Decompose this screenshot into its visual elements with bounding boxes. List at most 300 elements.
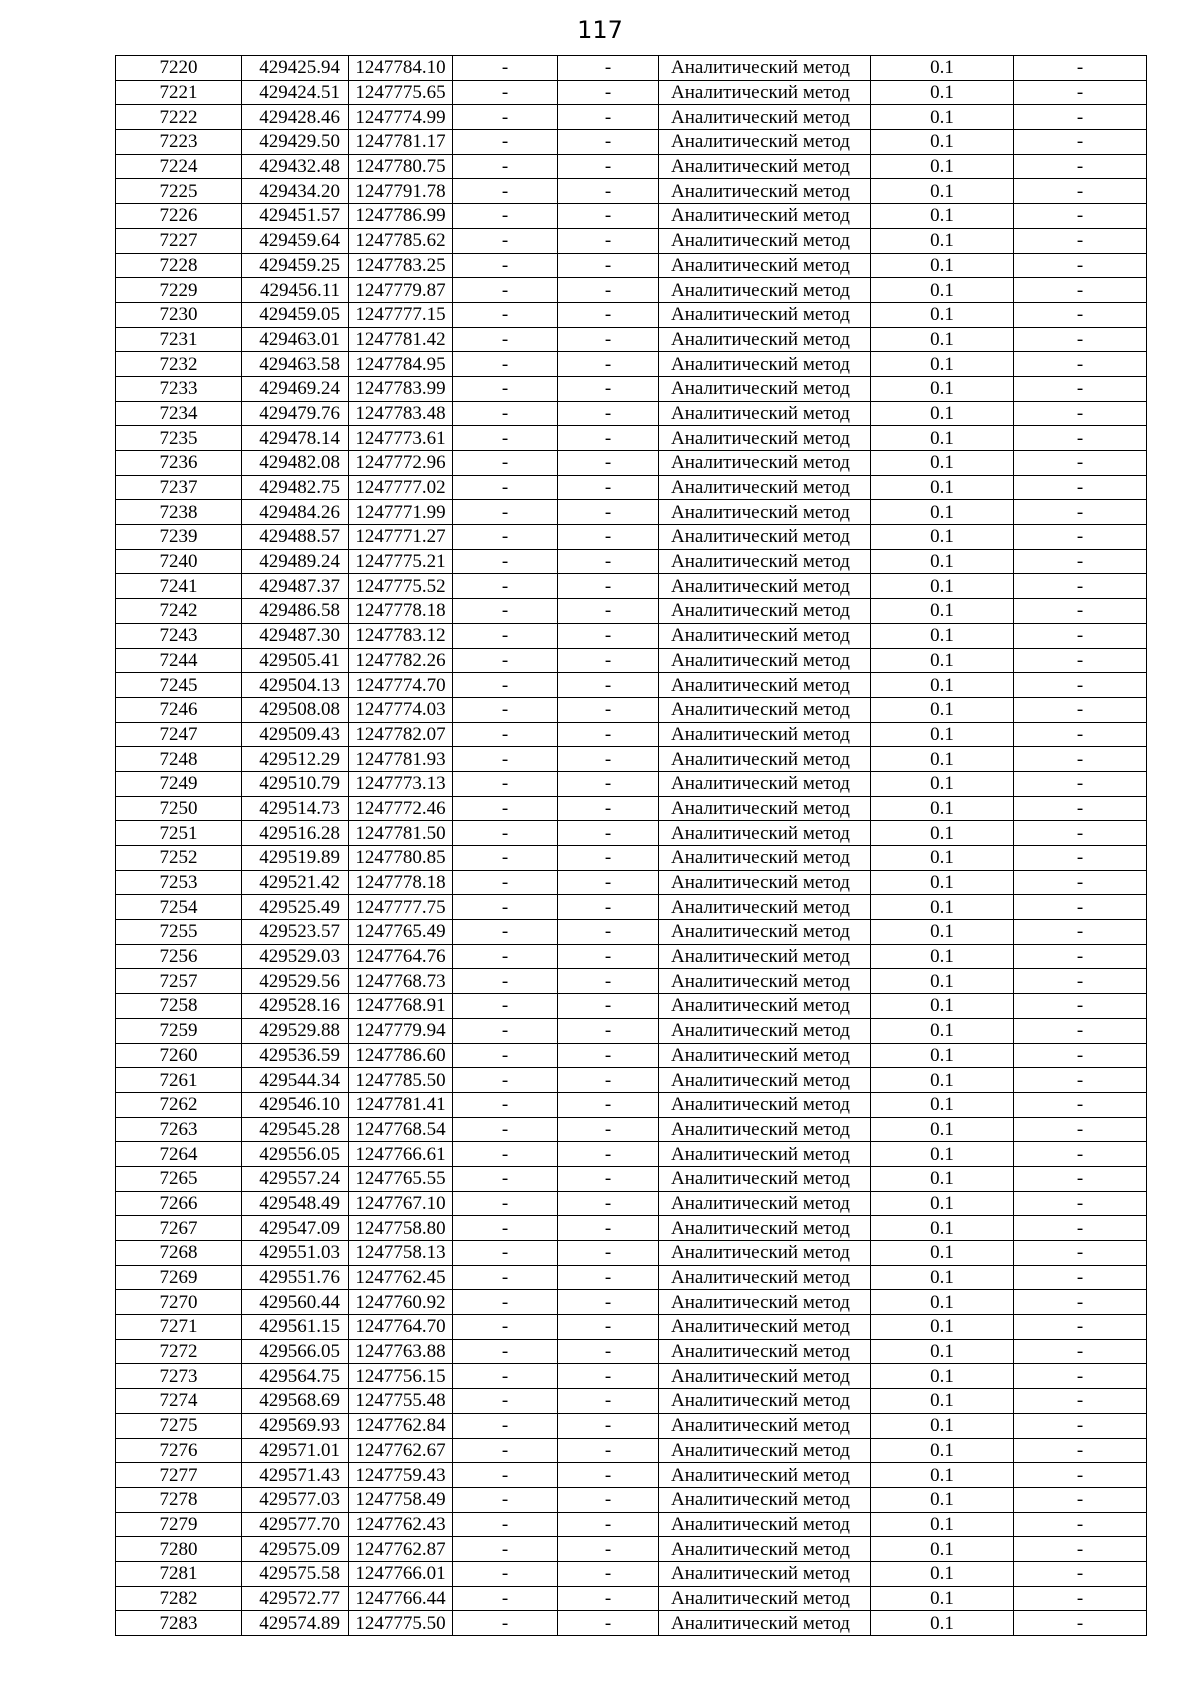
- dash-cell-cell: -: [1014, 944, 1147, 969]
- y-coordinate-cell: 1247764.76: [349, 944, 453, 969]
- dash-cell-cell: -: [453, 1364, 558, 1389]
- table-row: [116, 475, 1147, 500]
- y-coordinate-cell: 1247777.02: [349, 475, 453, 500]
- dash-cell-cell: -: [1014, 1117, 1147, 1142]
- dash-cell-cell: -: [1014, 1463, 1147, 1488]
- dash-cell-cell: -: [558, 500, 659, 525]
- y-coordinate-cell: 1247768.73: [349, 969, 453, 994]
- dash-cell-cell: -: [558, 1364, 659, 1389]
- table-row: [116, 549, 1147, 574]
- dash-cell-cell: -: [453, 451, 558, 476]
- dash-cell-cell: -: [558, 278, 659, 303]
- y-coordinate-cell: 1247765.55: [349, 1166, 453, 1191]
- point-number-cell: 7235: [116, 426, 242, 451]
- point-number-cell: 7277: [116, 1463, 242, 1488]
- method-cell: Аналитический метод: [659, 846, 871, 871]
- dash-cell-cell: -: [558, 179, 659, 204]
- y-coordinate-cell: 1247780.75: [349, 154, 453, 179]
- method-cell: Аналитический метод: [659, 475, 871, 500]
- point-number-cell: 7274: [116, 1389, 242, 1414]
- table-row: [116, 1339, 1147, 1364]
- dash-cell-cell: -: [558, 426, 659, 451]
- dash-cell-cell: -: [453, 599, 558, 624]
- dash-cell-cell: -: [453, 1315, 558, 1340]
- dash-cell-cell: -: [1014, 994, 1147, 1019]
- dash-cell-cell: -: [1014, 56, 1147, 81]
- dash-cell-cell: -: [558, 623, 659, 648]
- y-coordinate-cell: 1247786.99: [349, 204, 453, 229]
- dash-cell-cell: -: [453, 426, 558, 451]
- method-cell: Аналитический метод: [659, 228, 871, 253]
- dash-cell-cell: -: [453, 1018, 558, 1043]
- y-coordinate-cell: 1247784.95: [349, 352, 453, 377]
- coordinates-table: [115, 55, 1147, 1636]
- method-cell: Аналитический метод: [659, 154, 871, 179]
- accuracy-cell: 0.1: [871, 80, 1014, 105]
- accuracy-cell: 0.1: [871, 1561, 1014, 1586]
- point-number-cell: 7257: [116, 969, 242, 994]
- dash-cell-cell: -: [1014, 1586, 1147, 1611]
- accuracy-cell: 0.1: [871, 401, 1014, 426]
- x-coordinate-cell: 429428.46: [242, 105, 349, 130]
- x-coordinate-cell: 429505.41: [242, 648, 349, 673]
- dash-cell-cell: -: [558, 1413, 659, 1438]
- dash-cell-cell: -: [453, 1117, 558, 1142]
- dash-cell-cell: -: [453, 1487, 558, 1512]
- dash-cell-cell: -: [453, 1166, 558, 1191]
- accuracy-cell: 0.1: [871, 278, 1014, 303]
- dash-cell-cell: -: [453, 1413, 558, 1438]
- method-cell: Аналитический метод: [659, 451, 871, 476]
- dash-cell-cell: -: [558, 1142, 659, 1167]
- x-coordinate-cell: 429434.20: [242, 179, 349, 204]
- table-row: [116, 352, 1147, 377]
- dash-cell-cell: -: [453, 1142, 558, 1167]
- dash-cell-cell: -: [558, 1117, 659, 1142]
- dash-cell-cell: -: [1014, 500, 1147, 525]
- y-coordinate-cell: 1247779.87: [349, 278, 453, 303]
- accuracy-cell: 0.1: [871, 1611, 1014, 1636]
- table-row: [116, 253, 1147, 278]
- dash-cell-cell: -: [453, 1438, 558, 1463]
- table-row: [116, 1487, 1147, 1512]
- x-coordinate-cell: 429425.94: [242, 56, 349, 81]
- y-coordinate-cell: 1247766.44: [349, 1586, 453, 1611]
- table-row: [116, 1117, 1147, 1142]
- accuracy-cell: 0.1: [871, 1265, 1014, 1290]
- accuracy-cell: 0.1: [871, 352, 1014, 377]
- method-cell: Аналитический метод: [659, 1537, 871, 1562]
- table-row: [116, 1216, 1147, 1241]
- accuracy-cell: 0.1: [871, 994, 1014, 1019]
- dash-cell-cell: -: [453, 1092, 558, 1117]
- method-cell: Аналитический метод: [659, 1389, 871, 1414]
- accuracy-cell: 0.1: [871, 1364, 1014, 1389]
- dash-cell-cell: -: [558, 1512, 659, 1537]
- dash-cell-cell: -: [1014, 525, 1147, 550]
- dash-cell-cell: -: [453, 475, 558, 500]
- method-cell: Аналитический метод: [659, 1487, 871, 1512]
- x-coordinate-cell: 429521.42: [242, 870, 349, 895]
- table-row: [116, 451, 1147, 476]
- dash-cell-cell: -: [558, 1068, 659, 1093]
- y-coordinate-cell: 1247762.87: [349, 1537, 453, 1562]
- accuracy-cell: 0.1: [871, 1512, 1014, 1537]
- point-number-cell: 7265: [116, 1166, 242, 1191]
- y-coordinate-cell: 1247778.18: [349, 870, 453, 895]
- point-number-cell: 7224: [116, 154, 242, 179]
- dash-cell-cell: -: [1014, 722, 1147, 747]
- method-cell: Аналитический метод: [659, 278, 871, 303]
- point-number-cell: 7267: [116, 1216, 242, 1241]
- table-row: [116, 1389, 1147, 1414]
- dash-cell-cell: -: [453, 179, 558, 204]
- dash-cell-cell: -: [453, 401, 558, 426]
- dash-cell-cell: -: [558, 920, 659, 945]
- x-coordinate-cell: 429577.70: [242, 1512, 349, 1537]
- x-coordinate-cell: 429482.08: [242, 451, 349, 476]
- point-number-cell: 7268: [116, 1241, 242, 1266]
- point-number-cell: 7234: [116, 401, 242, 426]
- dash-cell-cell: -: [1014, 1166, 1147, 1191]
- dash-cell-cell: -: [453, 204, 558, 229]
- dash-cell-cell: -: [558, 105, 659, 130]
- dash-cell-cell: -: [453, 796, 558, 821]
- y-coordinate-cell: 1247758.49: [349, 1487, 453, 1512]
- table-row: [116, 722, 1147, 747]
- y-coordinate-cell: 1247783.48: [349, 401, 453, 426]
- y-coordinate-cell: 1247781.50: [349, 821, 453, 846]
- point-number-cell: 7255: [116, 920, 242, 945]
- x-coordinate-cell: 429529.03: [242, 944, 349, 969]
- y-coordinate-cell: 1247785.62: [349, 228, 453, 253]
- dash-cell-cell: -: [453, 846, 558, 871]
- point-number-cell: 7254: [116, 895, 242, 920]
- point-number-cell: 7249: [116, 771, 242, 796]
- dash-cell-cell: -: [1014, 1290, 1147, 1315]
- accuracy-cell: 0.1: [871, 1315, 1014, 1340]
- accuracy-cell: 0.1: [871, 204, 1014, 229]
- accuracy-cell: 0.1: [871, 895, 1014, 920]
- method-cell: Аналитический метод: [659, 944, 871, 969]
- x-coordinate-cell: 429529.56: [242, 969, 349, 994]
- dash-cell-cell: -: [1014, 302, 1147, 327]
- point-number-cell: 7226: [116, 204, 242, 229]
- point-number-cell: 7270: [116, 1290, 242, 1315]
- dash-cell-cell: -: [453, 549, 558, 574]
- point-number-cell: 7222: [116, 105, 242, 130]
- method-cell: Аналитический метод: [659, 130, 871, 155]
- method-cell: Аналитический метод: [659, 920, 871, 945]
- table-row: [116, 228, 1147, 253]
- table-row: [116, 1166, 1147, 1191]
- point-number-cell: 7269: [116, 1265, 242, 1290]
- dash-cell-cell: -: [558, 673, 659, 698]
- accuracy-cell: 0.1: [871, 870, 1014, 895]
- dash-cell-cell: -: [453, 1043, 558, 1068]
- method-cell: Аналитический метод: [659, 500, 871, 525]
- point-number-cell: 7240: [116, 549, 242, 574]
- dash-cell-cell: -: [1014, 80, 1147, 105]
- table-row: [116, 204, 1147, 229]
- y-coordinate-cell: 1247781.93: [349, 747, 453, 772]
- point-number-cell: 7276: [116, 1438, 242, 1463]
- dash-cell-cell: -: [453, 352, 558, 377]
- point-number-cell: 7236: [116, 451, 242, 476]
- x-coordinate-cell: 429528.16: [242, 994, 349, 1019]
- point-number-cell: 7221: [116, 80, 242, 105]
- point-number-cell: 7261: [116, 1068, 242, 1093]
- point-number-cell: 7248: [116, 747, 242, 772]
- point-number-cell: 7253: [116, 870, 242, 895]
- method-cell: Аналитический метод: [659, 796, 871, 821]
- method-cell: Аналитический метод: [659, 1092, 871, 1117]
- method-cell: Аналитический метод: [659, 870, 871, 895]
- method-cell: Аналитический метод: [659, 599, 871, 624]
- method-cell: Аналитический метод: [659, 1043, 871, 1068]
- dash-cell-cell: -: [558, 870, 659, 895]
- dash-cell-cell: -: [453, 1561, 558, 1586]
- accuracy-cell: 0.1: [871, 130, 1014, 155]
- method-cell: Аналитический метод: [659, 105, 871, 130]
- point-number-cell: 7229: [116, 278, 242, 303]
- dash-cell-cell: -: [558, 130, 659, 155]
- point-number-cell: 7273: [116, 1364, 242, 1389]
- table-row: [116, 623, 1147, 648]
- dash-cell-cell: -: [453, 302, 558, 327]
- x-coordinate-cell: 429512.29: [242, 747, 349, 772]
- table-row: [116, 1364, 1147, 1389]
- method-cell: Аналитический метод: [659, 821, 871, 846]
- method-cell: Аналитический метод: [659, 1611, 871, 1636]
- accuracy-cell: 0.1: [871, 969, 1014, 994]
- accuracy-cell: 0.1: [871, 56, 1014, 81]
- y-coordinate-cell: 1247768.54: [349, 1117, 453, 1142]
- table-row: [116, 1265, 1147, 1290]
- table-row: [116, 648, 1147, 673]
- dash-cell-cell: -: [1014, 475, 1147, 500]
- accuracy-cell: 0.1: [871, 253, 1014, 278]
- y-coordinate-cell: 1247784.10: [349, 56, 453, 81]
- x-coordinate-cell: 429547.09: [242, 1216, 349, 1241]
- point-number-cell: 7241: [116, 574, 242, 599]
- dash-cell-cell: -: [558, 1241, 659, 1266]
- point-number-cell: 7258: [116, 994, 242, 1019]
- point-number-cell: 7228: [116, 253, 242, 278]
- dash-cell-cell: -: [453, 376, 558, 401]
- accuracy-cell: 0.1: [871, 228, 1014, 253]
- dash-cell-cell: -: [453, 1611, 558, 1636]
- dash-cell-cell: -: [1014, 376, 1147, 401]
- method-cell: Аналитический метод: [659, 1142, 871, 1167]
- table-row: [116, 1561, 1147, 1586]
- y-coordinate-cell: 1247759.43: [349, 1463, 453, 1488]
- dash-cell-cell: -: [1014, 154, 1147, 179]
- dash-cell-cell: -: [453, 1463, 558, 1488]
- point-number-cell: 7245: [116, 673, 242, 698]
- y-coordinate-cell: 1247783.12: [349, 623, 453, 648]
- accuracy-cell: 0.1: [871, 376, 1014, 401]
- point-number-cell: 7282: [116, 1586, 242, 1611]
- y-coordinate-cell: 1247781.17: [349, 130, 453, 155]
- point-number-cell: 7259: [116, 1018, 242, 1043]
- method-cell: Аналитический метод: [659, 525, 871, 550]
- accuracy-cell: 0.1: [871, 944, 1014, 969]
- method-cell: Аналитический метод: [659, 1561, 871, 1586]
- dash-cell-cell: -: [453, 1068, 558, 1093]
- table-row: [116, 179, 1147, 204]
- table-row: [116, 56, 1147, 81]
- dash-cell-cell: -: [453, 895, 558, 920]
- point-number-cell: 7233: [116, 376, 242, 401]
- y-coordinate-cell: 1247771.27: [349, 525, 453, 550]
- table-row: [116, 1092, 1147, 1117]
- table-row: [116, 1290, 1147, 1315]
- dash-cell-cell: -: [453, 1241, 558, 1266]
- dash-cell-cell: -: [453, 821, 558, 846]
- method-cell: Аналитический метод: [659, 574, 871, 599]
- dash-cell-cell: -: [453, 1216, 558, 1241]
- table-row: [116, 1611, 1147, 1636]
- table-row: [116, 944, 1147, 969]
- dash-cell-cell: -: [453, 1191, 558, 1216]
- accuracy-cell: 0.1: [871, 1537, 1014, 1562]
- point-number-cell: 7247: [116, 722, 242, 747]
- dash-cell-cell: -: [1014, 327, 1147, 352]
- dash-cell-cell: -: [558, 401, 659, 426]
- point-number-cell: 7266: [116, 1191, 242, 1216]
- x-coordinate-cell: 429569.93: [242, 1413, 349, 1438]
- dash-cell-cell: -: [1014, 1216, 1147, 1241]
- dash-cell-cell: -: [453, 697, 558, 722]
- x-coordinate-cell: 429556.05: [242, 1142, 349, 1167]
- table-row: [116, 1463, 1147, 1488]
- dash-cell-cell: -: [558, 796, 659, 821]
- table-row: [116, 969, 1147, 994]
- dash-cell-cell: -: [558, 204, 659, 229]
- y-coordinate-cell: 1247782.07: [349, 722, 453, 747]
- point-number-cell: 7251: [116, 821, 242, 846]
- method-cell: Аналитический метод: [659, 697, 871, 722]
- dash-cell-cell: -: [1014, 1413, 1147, 1438]
- y-coordinate-cell: 1247777.15: [349, 302, 453, 327]
- point-number-cell: 7227: [116, 228, 242, 253]
- x-coordinate-cell: 429424.51: [242, 80, 349, 105]
- dash-cell-cell: -: [558, 1561, 659, 1586]
- x-coordinate-cell: 429566.05: [242, 1339, 349, 1364]
- accuracy-cell: 0.1: [871, 500, 1014, 525]
- dash-cell-cell: -: [1014, 1611, 1147, 1636]
- dash-cell-cell: -: [558, 1290, 659, 1315]
- y-coordinate-cell: 1247764.70: [349, 1315, 453, 1340]
- y-coordinate-cell: 1247781.42: [349, 327, 453, 352]
- dash-cell-cell: -: [558, 1339, 659, 1364]
- y-coordinate-cell: 1247785.50: [349, 1068, 453, 1093]
- table-row: [116, 1142, 1147, 1167]
- accuracy-cell: 0.1: [871, 1586, 1014, 1611]
- table-body: [116, 56, 1147, 1636]
- x-coordinate-cell: 429479.76: [242, 401, 349, 426]
- dash-cell-cell: -: [558, 1389, 659, 1414]
- dash-cell-cell: -: [1014, 846, 1147, 871]
- y-coordinate-cell: 1247775.65: [349, 80, 453, 105]
- table-row: [116, 673, 1147, 698]
- method-cell: Аналитический метод: [659, 969, 871, 994]
- dash-cell-cell: -: [453, 1265, 558, 1290]
- table-row: [116, 1438, 1147, 1463]
- dash-cell-cell: -: [1014, 1339, 1147, 1364]
- table-row: [116, 525, 1147, 550]
- y-coordinate-cell: 1247765.49: [349, 920, 453, 945]
- y-coordinate-cell: 1247762.84: [349, 1413, 453, 1438]
- dash-cell-cell: -: [453, 1586, 558, 1611]
- y-coordinate-cell: 1247791.78: [349, 179, 453, 204]
- table-row: [116, 697, 1147, 722]
- accuracy-cell: 0.1: [871, 1166, 1014, 1191]
- method-cell: Аналитический метод: [659, 1315, 871, 1340]
- x-coordinate-cell: 429459.05: [242, 302, 349, 327]
- dash-cell-cell: -: [558, 302, 659, 327]
- method-cell: Аналитический метод: [659, 1438, 871, 1463]
- dash-cell-cell: -: [558, 154, 659, 179]
- dash-cell-cell: -: [558, 1463, 659, 1488]
- x-coordinate-cell: 429561.15: [242, 1315, 349, 1340]
- x-coordinate-cell: 429456.11: [242, 278, 349, 303]
- y-coordinate-cell: 1247771.99: [349, 500, 453, 525]
- dash-cell-cell: -: [453, 648, 558, 673]
- y-coordinate-cell: 1247780.85: [349, 846, 453, 871]
- dash-cell-cell: -: [1014, 451, 1147, 476]
- method-cell: Аналитический метод: [659, 56, 871, 81]
- method-cell: Аналитический метод: [659, 327, 871, 352]
- table-row: [116, 574, 1147, 599]
- table-row: [116, 599, 1147, 624]
- x-coordinate-cell: 429509.43: [242, 722, 349, 747]
- dash-cell-cell: -: [453, 920, 558, 945]
- dash-cell-cell: -: [558, 228, 659, 253]
- dash-cell-cell: -: [1014, 1561, 1147, 1586]
- dash-cell-cell: -: [558, 549, 659, 574]
- table-row: [116, 1241, 1147, 1266]
- method-cell: Аналитический метод: [659, 1265, 871, 1290]
- method-cell: Аналитический метод: [659, 771, 871, 796]
- dash-cell-cell: -: [453, 574, 558, 599]
- dash-cell-cell: -: [558, 969, 659, 994]
- table-row: [116, 302, 1147, 327]
- dash-cell-cell: -: [558, 525, 659, 550]
- point-number-cell: 7264: [116, 1142, 242, 1167]
- dash-cell-cell: -: [1014, 969, 1147, 994]
- dash-cell-cell: -: [453, 623, 558, 648]
- table-row: [116, 1413, 1147, 1438]
- dash-cell-cell: -: [558, 747, 659, 772]
- x-coordinate-cell: 429469.24: [242, 376, 349, 401]
- accuracy-cell: 0.1: [871, 1339, 1014, 1364]
- dash-cell-cell: -: [558, 1092, 659, 1117]
- accuracy-cell: 0.1: [871, 525, 1014, 550]
- table-row: [116, 401, 1147, 426]
- point-number-cell: 7225: [116, 179, 242, 204]
- x-coordinate-cell: 429429.50: [242, 130, 349, 155]
- dash-cell-cell: -: [1014, 697, 1147, 722]
- x-coordinate-cell: 429551.03: [242, 1241, 349, 1266]
- y-coordinate-cell: 1247763.88: [349, 1339, 453, 1364]
- y-coordinate-cell: 1247775.52: [349, 574, 453, 599]
- accuracy-cell: 0.1: [871, 1043, 1014, 1068]
- method-cell: Аналитический метод: [659, 80, 871, 105]
- y-coordinate-cell: 1247782.26: [349, 648, 453, 673]
- point-number-cell: 7260: [116, 1043, 242, 1068]
